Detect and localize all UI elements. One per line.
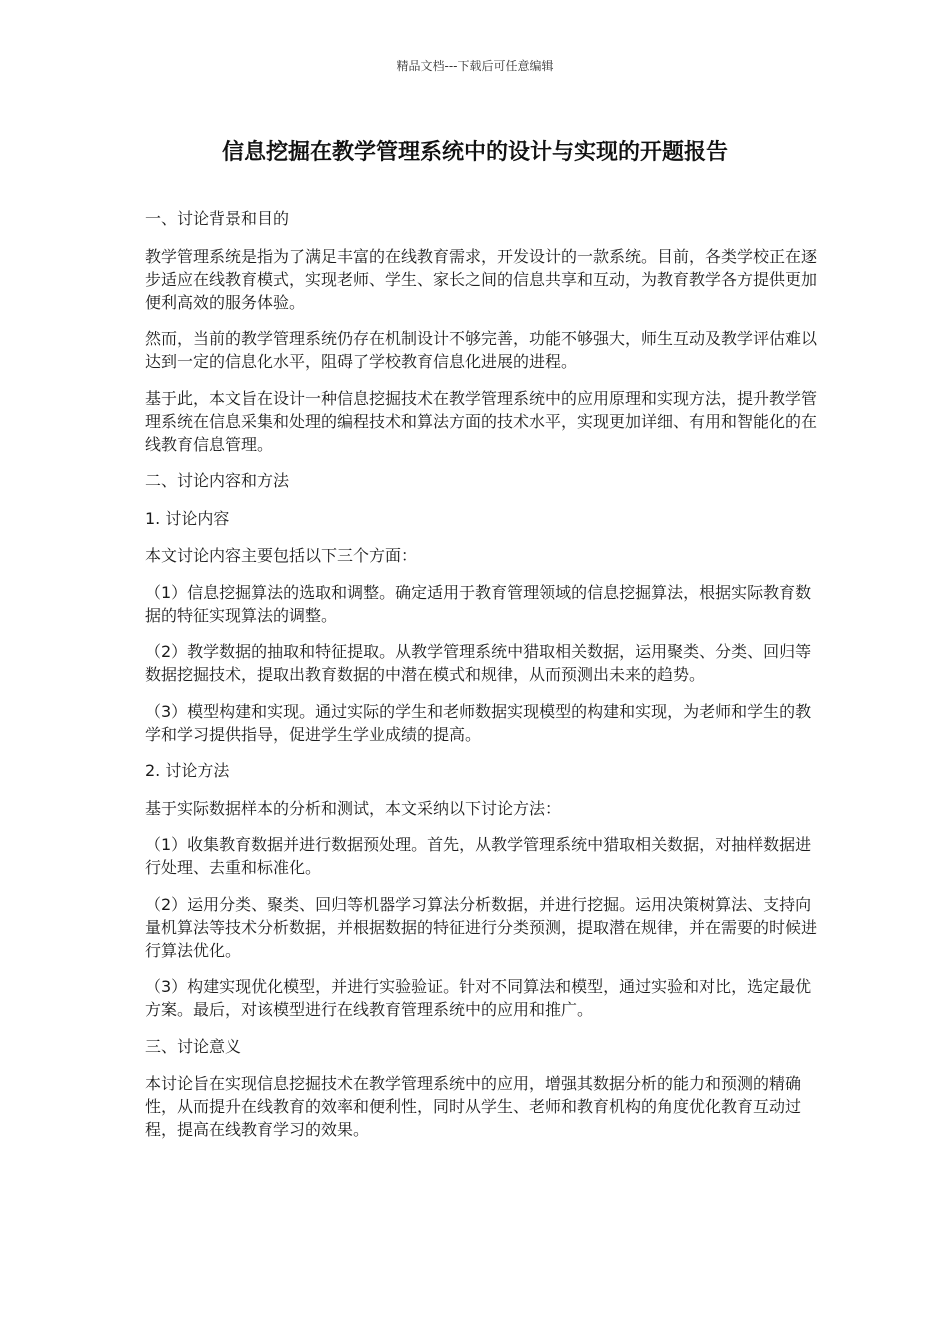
subsection-heading-method: 2. 讨论方法 <box>145 761 230 780</box>
document-body <box>145 207 820 1155</box>
paragraph-significance: 本讨论旨在实现信息挖掘技术在教学管理系统中的应用，增强其数据分析的能力和预测的精确性，从而提升在线教育的效率和便利性，同时从学生、老师和教育机构的角度优化教育互动过程，提高在线教育学习的效果。 <box>145 1074 802 1139</box>
list-item-method-3: （3）构建实现优化模型，并进行实验验证。针对不同算法和模型，通过实验和对比，选定最优方案。最后，对该模型进行在线教育管理系统中的应用和推广。 <box>145 977 812 1019</box>
paragraph-background-1: 教学管理系统是指为了满足丰富的在线教育需求，开发设计的一款系统。目前，各类学校正在逐步适应在线教育模式，实现老师、学生、家长之间的信息共享和互动，为教育教学各方提供更加便利高效的服务体验。 <box>145 246 818 312</box>
list-item-method-2: （2）运用分类、聚类、回归等机器学习算法分析数据，并进行挖掘。运用决策树算法、支持向量机算法等技术分析数据，并根据数据的特征进行分类预测，提取潜在规律，并在需要的时候进行算法优化。 <box>145 894 818 960</box>
paragraph-method-intro: 基于实际数据样本的分析和测试，本文采纳以下讨论方法： <box>145 798 562 818</box>
subsection-heading-content: 1. 讨论内容 <box>145 508 230 528</box>
list-item-content-2: （2）教学数据的抽取和特征提取。从教学管理系统中猎取相关数据，运用聚类、分类、回归等数据挖掘技术，提取出教育数据的中潜在模式和规律，从而预测出未来的趋势。 <box>145 642 812 684</box>
section-heading-significance: 三、讨论意义 <box>145 1036 242 1056</box>
section-heading-content-method: 二、讨论内容和方法 <box>145 471 290 490</box>
document-title: 信息挖掘在教学管理系统中的设计与实现的开题报告 <box>221 140 728 165</box>
paragraph-content-intro: 本文讨论内容主要包括以下三个方面： <box>145 546 418 565</box>
header-note: 精品文档---下载后可任意编辑 <box>396 59 554 73</box>
list-item-content-3: （3）模型构建和实现。通过实际的学生和老师数据实现模型的构建和实现，为老师和学生的教学和学习提供指导，促进学生学业成绩的提高。 <box>145 701 812 744</box>
paragraph-background-2: 然而，当前的教学管理系统仍存在机制设计不够完善，功能不够强大，师生互动及教学评估难以达到一定的信息化水平，阻碍了学校教育信息化进展的进程。 <box>145 329 818 371</box>
list-item-content-1: （1）信息挖掘算法的选取和调整。确定适用于教育管理领域的信息挖掘算法，根据实际教育数据的特征实现算法的调整。 <box>145 582 812 625</box>
paragraph-background-3: 基于此，本文旨在设计一种信息挖掘技术在教学管理系统中的应用原理和实现方法，提升教学管理系统在信息采集和处理的编程技术和算法方面的技术水平，实现更加详细、有用和智能化的在线教育信息管理。 <box>145 388 818 454</box>
section-heading-background: 一、讨论背景和目的 <box>145 209 290 228</box>
list-item-method-1: （1）收集教育数据并进行数据预处理。首先，从教学管理系统中猎取相关数据，对抽样数据进行处理、去重和标准化。 <box>145 835 812 877</box>
